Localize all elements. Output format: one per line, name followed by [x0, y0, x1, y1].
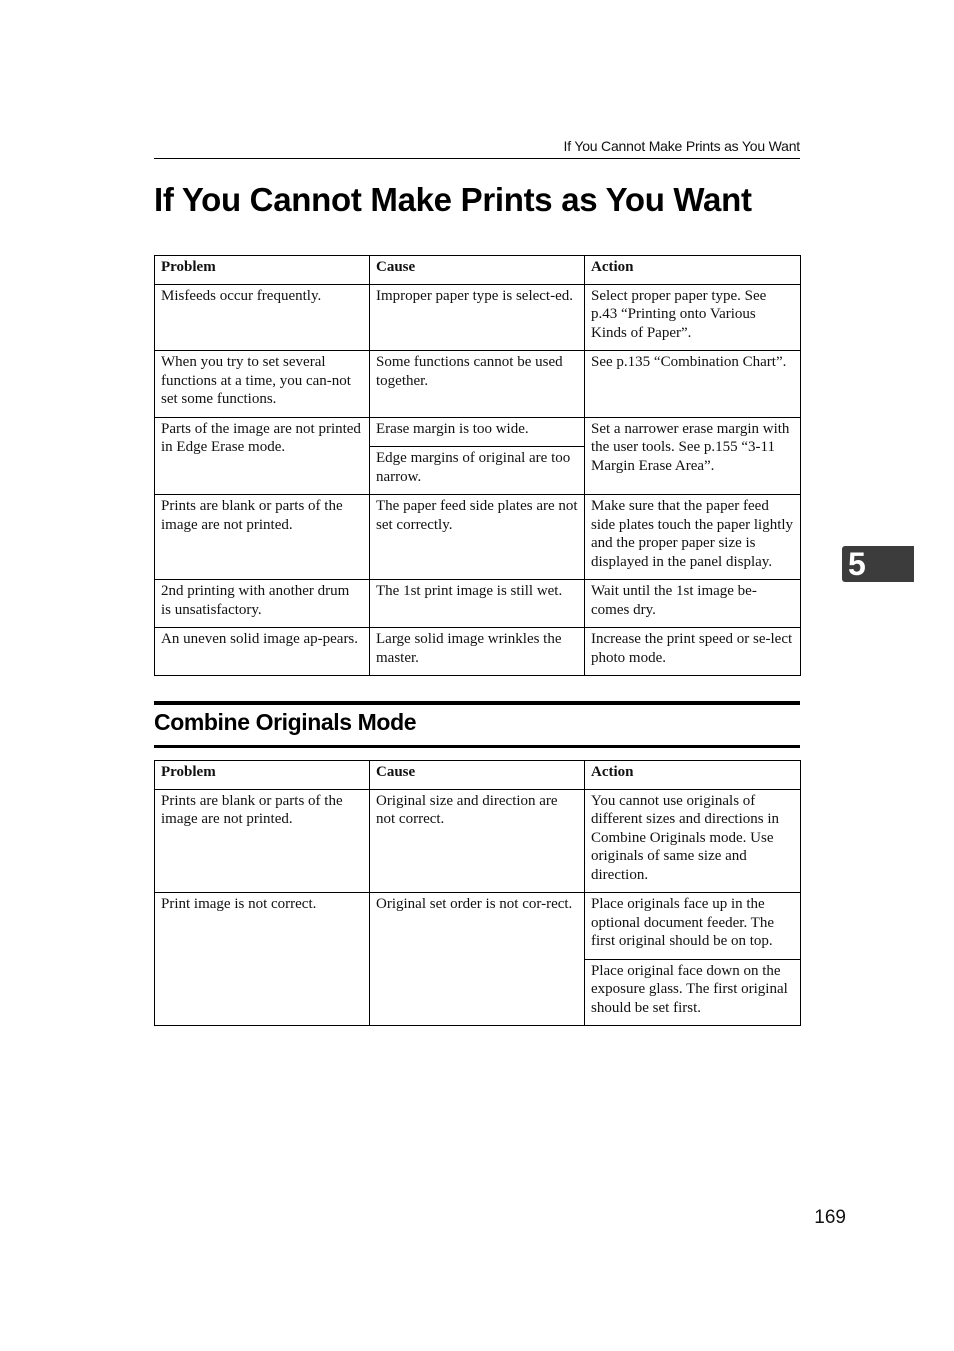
- action-cell: Place originals face up in the optional document feeder. The first original should be on top.: [585, 893, 801, 960]
- table-header-row: [155, 256, 801, 285]
- action-cell: Place original face down on the exposure glass. The first original should be set first.: [585, 959, 801, 1026]
- problem-cell: Prints are blank or parts of the image are not printed.: [155, 789, 370, 893]
- table-row: [155, 284, 801, 351]
- problem-cell: 2nd printing with another drum is unsatisfactory.: [155, 580, 370, 628]
- section-rule-top: [154, 701, 800, 705]
- running-header: If You Cannot Make Prints as You Want: [563, 138, 800, 154]
- column-header-problem: Problem: [155, 761, 370, 790]
- section-rule-bottom: [154, 745, 800, 748]
- column-header-action: Action: [585, 256, 801, 285]
- problem-cell: Print image is not correct.: [155, 893, 370, 1026]
- action-cell: You cannot use originals of different sizes and directions in Combine Originals mode. Use originals of same size and direction.: [585, 789, 801, 893]
- problem-cell: Prints are blank or parts of the image are not printed.: [155, 495, 370, 580]
- table-row: [155, 628, 801, 676]
- action-cell: Increase the print speed or se-lect photo mode.: [585, 628, 801, 676]
- table-header-row: [155, 761, 801, 790]
- combine-originals-table: [154, 760, 801, 1026]
- chapter-tab: [842, 546, 914, 582]
- cause-cell: Some functions cannot be used together.: [370, 351, 585, 418]
- cause-cell: The 1st print image is still wet.: [370, 580, 585, 628]
- action-cell: Select proper paper type. See p.43 “Printing onto Various Kinds of Paper”.: [585, 284, 801, 351]
- table-row: [155, 580, 801, 628]
- table-row: [155, 495, 801, 580]
- cause-cell: Large solid image wrinkles the master.: [370, 628, 585, 676]
- column-header-problem: Problem: [155, 256, 370, 285]
- cause-cell: Original set order is not cor-rect.: [370, 893, 585, 1026]
- action-cell: Make sure that the paper feed side plates touch the paper lightly and the proper paper size is displayed in the panel display.: [585, 495, 801, 580]
- action-cell: See p.135 “Combination Chart”.: [585, 351, 801, 418]
- problem-cell: Misfeeds occur frequently.: [155, 284, 370, 351]
- problem-cell: An uneven solid image ap-pears.: [155, 628, 370, 676]
- action-cell: Set a narrower erase margin with the user tools. See p.155 “3-11 Margin Erase Area”.: [585, 417, 801, 495]
- table-row: [155, 789, 801, 893]
- action-cell: Wait until the 1st image be-comes dry.: [585, 580, 801, 628]
- table-row: [155, 893, 801, 960]
- cause-cell: Erase margin is too wide.: [370, 417, 585, 447]
- column-header-cause: Cause: [370, 761, 585, 790]
- column-header-cause: Cause: [370, 256, 585, 285]
- table-row: [155, 417, 801, 447]
- troubleshooting-table: [154, 255, 801, 676]
- chapter-number: 5: [848, 546, 866, 582]
- problem-cell: When you try to set several functions at a time, you can-not set some functions.: [155, 351, 370, 418]
- section-title: Combine Originals Mode: [154, 709, 417, 735]
- cause-cell: Original size and direction are not correct.: [370, 789, 585, 893]
- table-row: [155, 351, 801, 418]
- cause-cell: Improper paper type is select-ed.: [370, 284, 585, 351]
- problem-cell: Parts of the image are not printed in Edge Erase mode.: [155, 417, 370, 495]
- cause-cell: The paper feed side plates are not set correctly.: [370, 495, 585, 580]
- column-header-action: Action: [585, 761, 801, 790]
- page-title: If You Cannot Make Prints as You Want: [154, 181, 752, 218]
- header-rule: [154, 158, 800, 159]
- cause-cell: Edge margins of original are too narrow.: [370, 447, 585, 495]
- page-number: 169: [814, 1207, 846, 1228]
